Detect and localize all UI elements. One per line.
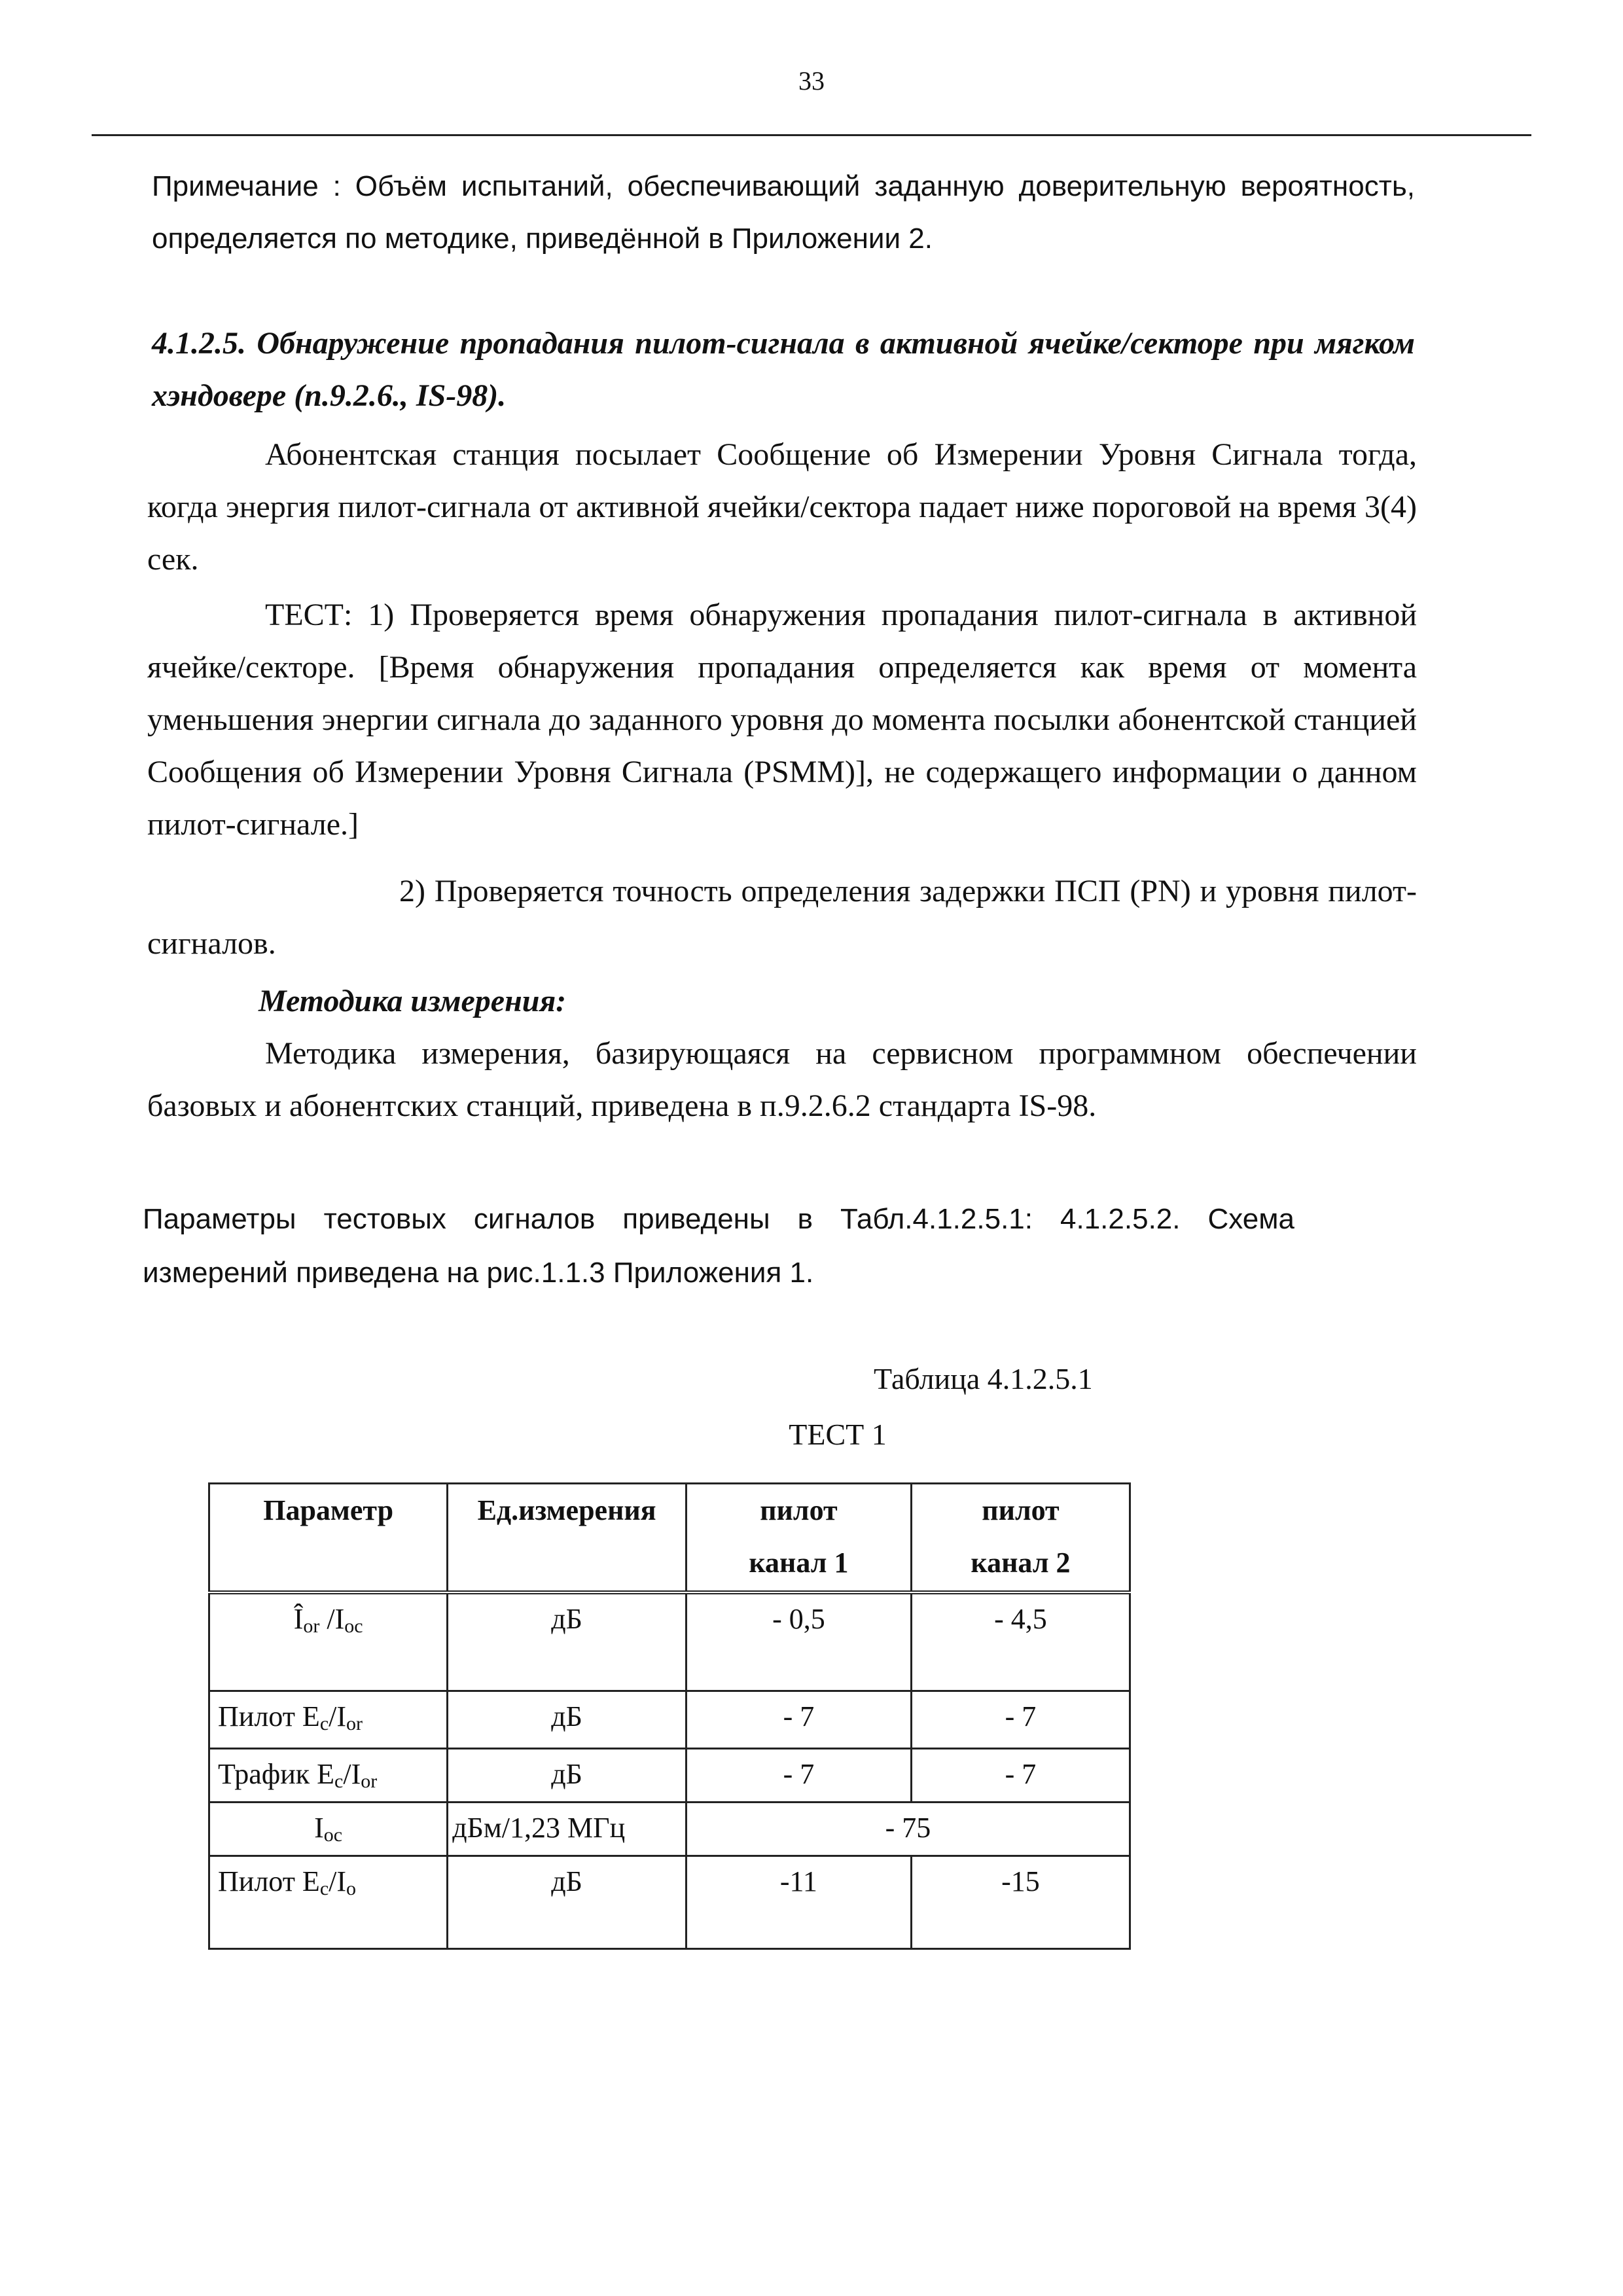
unit-cell: дБ [448,1856,687,1948]
table-row [209,1592,1130,1691]
table-caption: Таблица 4.1.2.5.1 [874,1362,1093,1395]
ch1-cell: - 7 [686,1748,911,1802]
ch2-cell: - 7 [911,1748,1130,1802]
table-row [209,1856,1130,1948]
merged-channel-cell: - 75 [686,1802,1130,1856]
header-unit: Ед.измерения [448,1484,687,1593]
param-cell: Трафик $E_c/I_{or}$ [209,1748,448,1802]
unit-cell: дБм/1,23 МГц [448,1802,687,1856]
subscriber-paragraph: Абонентская станция посылает Сообщение об Измерении Уровня Сигнала тогда, когда энергия пилот-сигнала от активной ячейки/сектора падает ниже пороговой на время 3(4) сек. [147,437,1417,577]
section-heading: 4.1.2.5. Обнаружение пропадания пилот-сигнала в активной ячейке/секторе при мягком хэндовере (п.9.2.6., IS-98). [152,326,1415,413]
param-cell: Пилот $E_c/I_o$ [209,1856,448,1948]
ch1-cell: - 0,5 [686,1592,911,1691]
table-row [209,1691,1130,1748]
params-paragraph: Параметры тестовых сигналов приведены в Табл.4.1.2.5.1: 4.1.2.5.2. Схема измерений приведена на рис.1.1.3 Приложения 1. [143,1203,1294,1289]
method-paragraph: Методика измерения, базирующаяся на сервисном программном обеспечении базовых и абонентских станций, приведена в п.9.2.6.2 стандарта IS-98. [147,1036,1417,1123]
page-number: 33 [798,66,825,96]
table-header-row [209,1484,1130,1593]
header-rule [92,134,1531,136]
table-row [209,1748,1130,1802]
header-channel-1: пилот канал 1 [686,1484,911,1593]
header-param: Параметр [209,1484,448,1593]
ch1-cell: -11 [686,1856,911,1948]
param-cell: $I_{oc}$ [209,1802,448,1856]
test2-paragraph: 2) Проверяется точность определения задержки ПСП (PN) и уровня пилот-сигналов. [147,874,1417,961]
method-heading: Методика измерения: [259,984,567,1018]
ch1-cell: - 7 [686,1691,911,1748]
ch2-cell: - 7 [911,1691,1130,1748]
test1-paragraph: ТЕСТ: 1) Проверяется время обнаружения пропадания пилот-сигнала в активной ячейке/секторе. [Время обнаружения пропадания определяется как время от момента уменьшения энергии сигнала до заданного уровня до момента посылки абонентской станцией Сообщения об Измерении Уровня Сигнала (PSMM)], не содержащего информации о данном пилот-сигнале.] [147,598,1417,842]
param-cell: $Î_{or}$ $/I_{oc}$ [209,1592,448,1691]
unit-cell: дБ [448,1748,687,1802]
table-title: ТЕСТ 1 [789,1418,887,1451]
unit-cell: дБ [448,1691,687,1748]
header-channel-2: пилот канал 2 [911,1484,1130,1593]
table-row [209,1802,1130,1856]
param-cell: Пилот $E_c/I_{or}$ [209,1691,448,1748]
note-paragraph: Примечание : Объём испытаний, обеспечивающий заданную доверительную вероятность, определяется по методике, приведённой в Приложении 2. [152,170,1415,255]
parameters-table [208,1482,1131,1950]
unit-cell: дБ [448,1592,687,1691]
ch2-cell: - 4,5 [911,1592,1130,1691]
ch2-cell: -15 [911,1856,1130,1948]
